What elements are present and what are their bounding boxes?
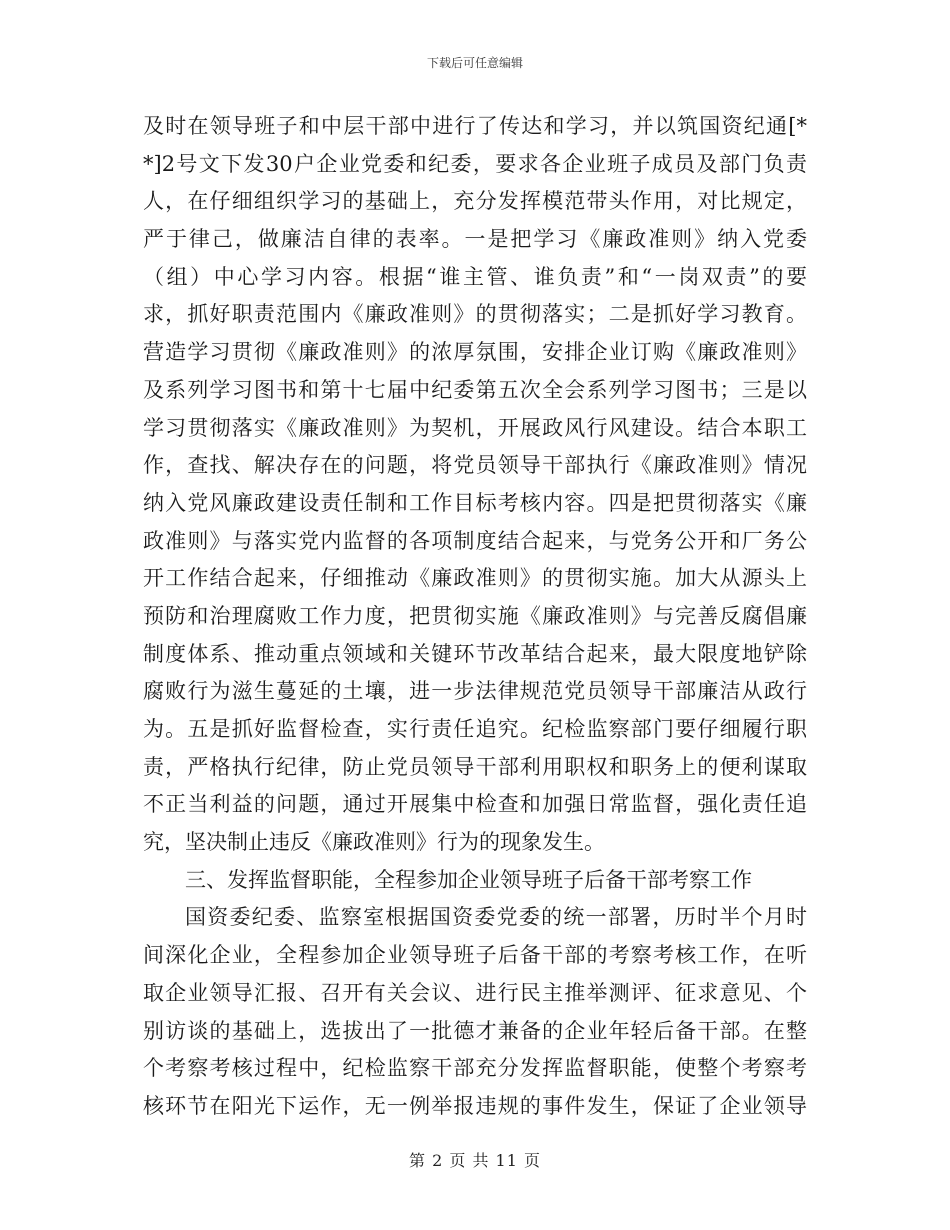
header-note: 下载后可任意编辑 [426,56,523,70]
document-body [143,108,807,1126]
body-line: 取企业领导汇报、召开有关会议、进行民主推举测评、征求意见、个 [143,980,807,1005]
body-line: 求，抓好职责范围内《廉政准则》的贯彻落实；二是抓好学习教育。 [143,302,807,327]
body-line: 严于律己，做廉洁自律的表率。一是把学习《廉政准则》纳入党委 [143,227,807,252]
body-line: 及时在领导班子和中层干部中进行了传达和学习，并以筑国资纪通[* [143,114,807,138]
body-line: 纳入党风廉政建设责任制和工作目标考核内容。四是把贯彻落实《廉 [143,490,807,515]
body-line: 为。五是抓好监督检查，实行责任追究。纪检监察部门要仔细履行职 [143,717,807,741]
body-line: *]2号文下发30户企业党委和纪委，要求各企业班子成员及部门负责 [143,151,807,176]
body-line: 腐败行为滋生蔓延的土壤，进一步法律规范党员领导干部廉洁从政行 [143,679,807,704]
body-line: 营造学习贯彻《廉政准则》的浓厚氛围，安排企业订购《廉政准则》 [143,340,807,365]
body-line: 学习贯彻落实《廉政准则》为契机，开展政风行风建设。结合本职工 [143,415,807,440]
body-line: 人，在仔细组织学习的基础上，充分发挥模范带头作用，对比规定， [143,189,807,214]
body-line: 政准则》与落实党内监督的各项制度结合起来，与党务公开和厂务公 [143,528,807,553]
body-line: 开工作结合起来，仔细推动《廉政准则》的贯彻实施。加大从源头上 [143,566,807,591]
body-line: 国资委纪委、监察室根据国资委党委的统一部署，历时半个月时 [185,905,807,930]
body-line: 个考察考核过程中，纪检监察干部充分发挥监督职能，使整个考察考 [143,1056,807,1081]
body-line: 不正当利益的问题，通过开展集中检查和加强日常监督，强化责任追 [143,792,807,817]
section-heading: 三、发挥监督职能，全程参加企业领导班子后备干部考察工作 [185,867,752,892]
body-line: 核环节在阳光下运作，无一例举报违规的事件发生，保证了企业领导 [143,1093,807,1118]
page-number: 第 2 页 共 11 页 [409,1151,541,1170]
body-line: 别访谈的基础上，选拔出了一批德才兼备的企业年轻后备干部。在整 [143,1018,807,1043]
body-line: 作，查找、解决存在的问题，将党员领导干部执行《廉政准则》情况 [143,453,807,478]
body-line: 及系列学习图书和第十七届中纪委第五次全会系列学习图书；三是以 [143,377,807,402]
body-line: 预防和治理腐败工作力度，把贯彻实施《廉政准则》与完善反腐倡廉 [143,603,807,628]
body-line: （组）中心学习内容。根据“谁主管、谁负责”和“一岗双责”的要 [143,264,807,289]
body-line: 责，严格执行纪律，防止党员领导干部利用职权和职务上的便利谋取 [143,754,807,779]
body-line: 间深化企业，全程参加企业领导班子后备干部的考察考核工作，在听 [143,943,807,968]
body-line: 制度体系、推动重点领域和关键环节改革结合起来，最大限度地铲除 [143,641,807,666]
body-line: 究，坚决制止违反《廉政准则》行为的现象发生。 [143,830,605,855]
